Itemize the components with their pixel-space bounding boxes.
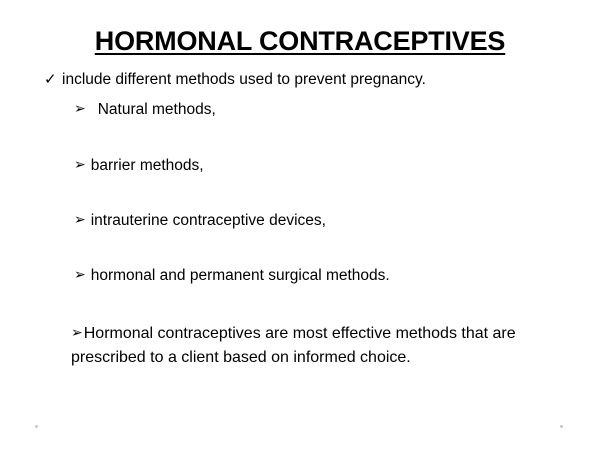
- method-text: intrauterine contraceptive devices,: [90, 212, 326, 229]
- intro-line: [44, 70, 426, 89]
- intro-text: include different methods used to prevent pregnancy.: [62, 71, 426, 88]
- method-item-barrier: [74, 156, 204, 175]
- slide-title: HORMONAL CONTRACEPTIVES: [94, 26, 506, 56]
- summary-text: Hormonal contraceptives are most effective methods that are prescribed to a client based on informed choice.: [71, 325, 516, 366]
- summary-paragraph: [71, 320, 571, 370]
- arrow-bullet-icon: ➢: [71, 324, 83, 340]
- arrow-bullet-icon: ➢: [74, 266, 86, 282]
- arrow-bullet-icon: ➢: [74, 100, 86, 116]
- method-text: barrier methods,: [90, 157, 204, 174]
- arrow-bullet-icon: ➢: [74, 211, 86, 227]
- method-text: Natural methods,: [97, 101, 216, 118]
- method-item-hormonal-surgical: [74, 266, 390, 285]
- method-item-iud: [74, 211, 326, 230]
- arrow-bullet-icon: ➢: [74, 156, 86, 172]
- decorative-dot: [35, 425, 38, 428]
- method-text: hormonal and permanent surgical methods.: [90, 267, 390, 284]
- decorative-dot: [560, 425, 563, 428]
- checkmark-icon: ✓: [44, 71, 57, 88]
- method-item-natural: [74, 100, 216, 119]
